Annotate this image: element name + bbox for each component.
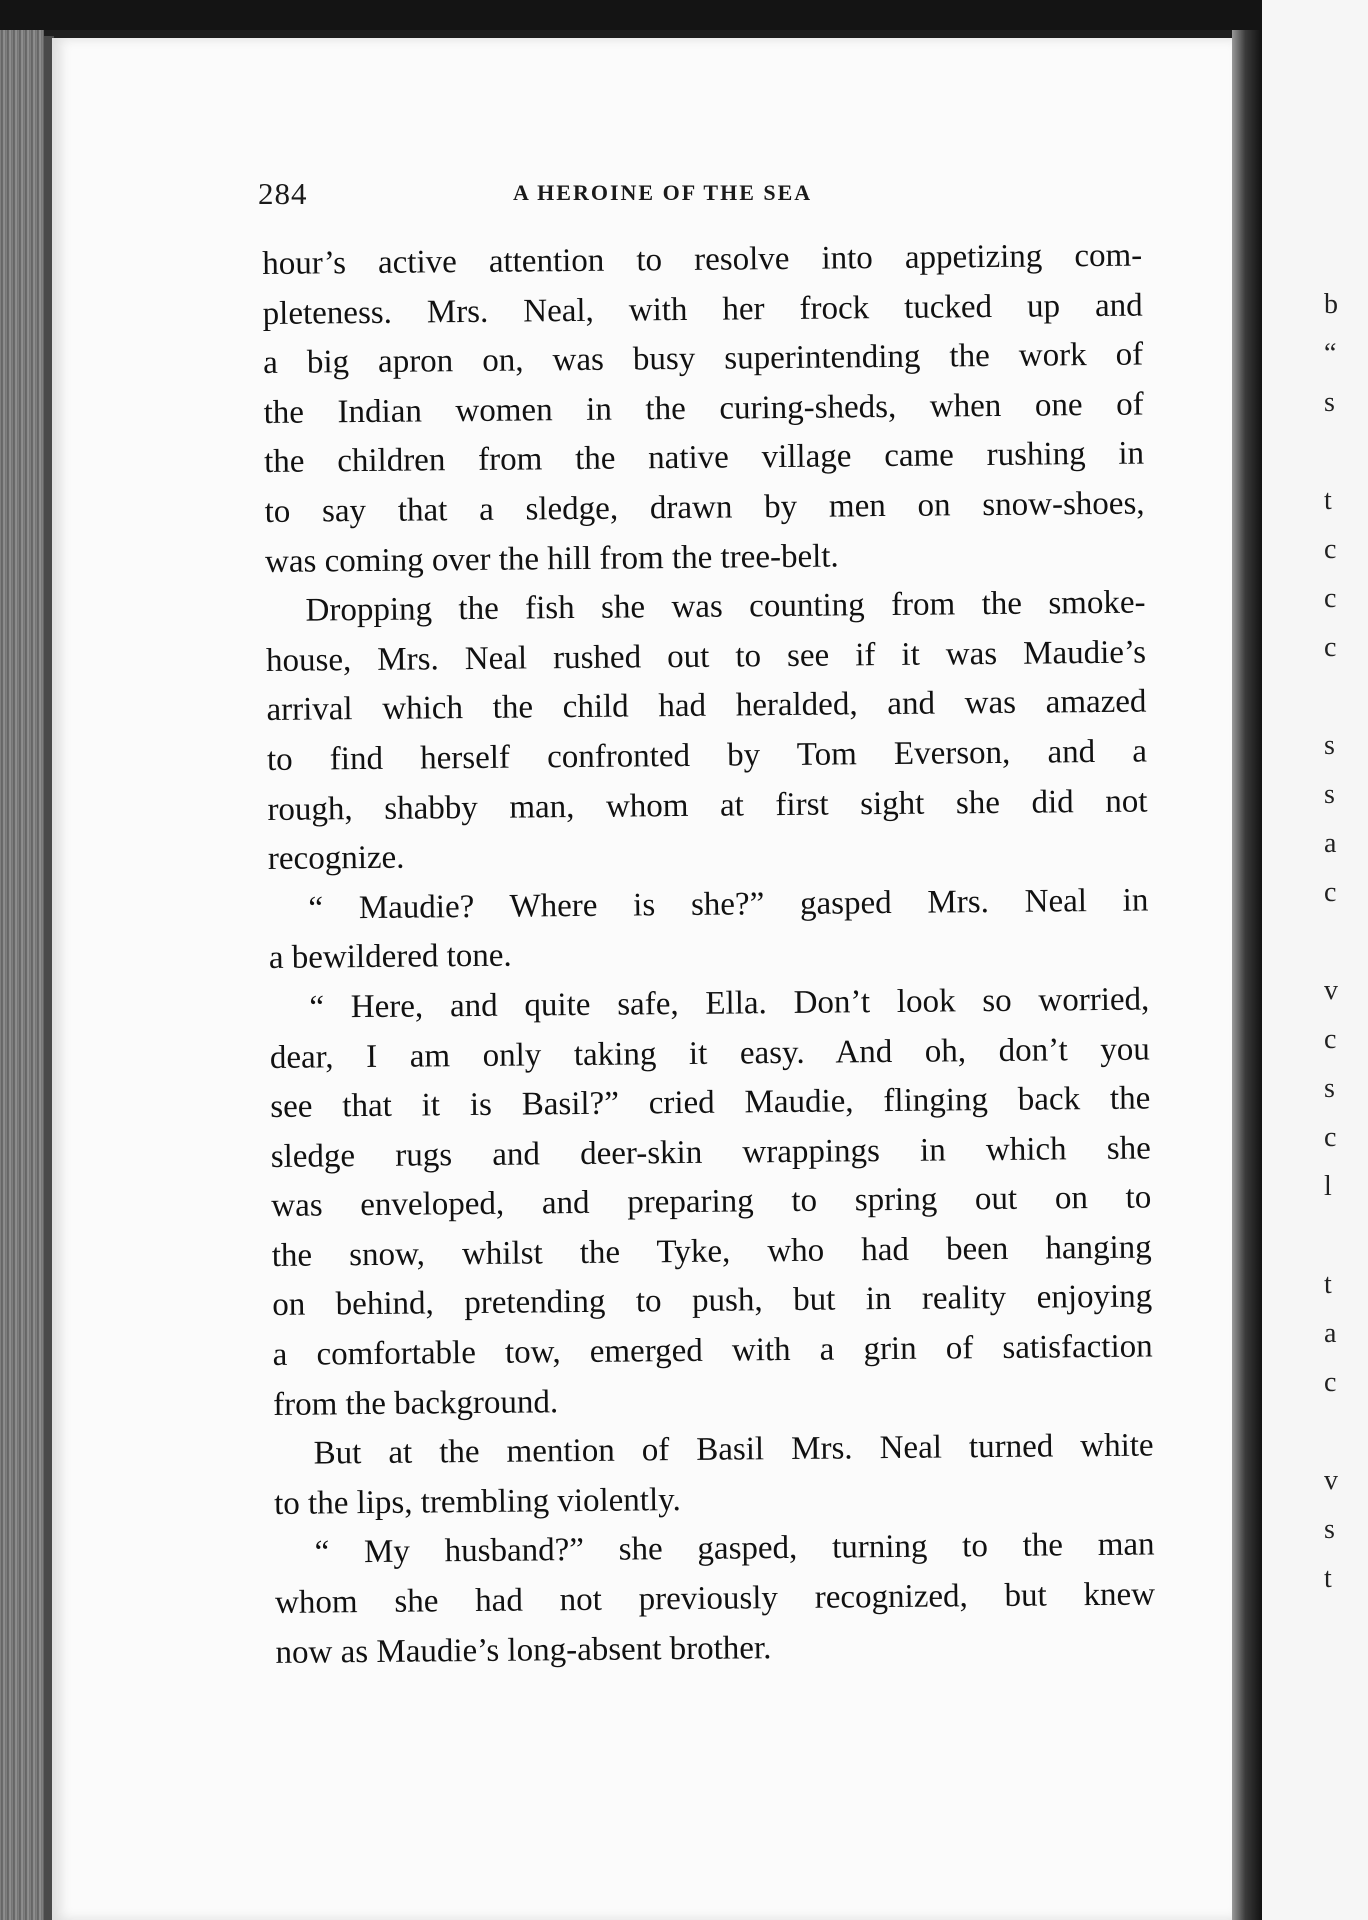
- text-line: was enveloped, and preparing to spring out on to: [271, 1179, 1152, 1225]
- text-line: “ Maudie? Where is she?” gasped Mrs. Neal in: [308, 882, 1149, 927]
- text-line: the Indian women in the curing-sheds, when one of: [263, 386, 1144, 431]
- facing-letter: t: [1324, 485, 1332, 516]
- text-line: Dropping the fish she was counting from the smoke-: [305, 584, 1146, 629]
- facing-letter: [1324, 917, 1364, 966]
- text-line: to say that a sledge, drawn by men on snow-shoes,: [264, 485, 1145, 530]
- facing-letter: a: [1324, 828, 1337, 859]
- facing-letter: c: [1324, 877, 1337, 908]
- text-line: “ Here, and quite safe, Ella. Don’t look so worried,: [309, 981, 1150, 1026]
- book-gutter: [1232, 30, 1262, 1920]
- text-line: recognize.: [267, 839, 405, 878]
- facing-letter: t: [1324, 1269, 1332, 1300]
- text-line: house, Mrs. Neal rushed out to see if it was Maudie’s: [265, 634, 1147, 679]
- text-line: sledge rugs and deer-skin wrappings in which she: [270, 1130, 1151, 1175]
- book-page-stack-edge: [0, 30, 44, 1920]
- top-scan-edge: [0, 0, 1368, 30]
- facing-letter: s: [1324, 1073, 1335, 1104]
- facing-letter: b: [1324, 289, 1338, 320]
- facing-letter: s: [1324, 387, 1335, 418]
- text-line: a comfortable tow, emerged with a grin of satisfaction: [272, 1328, 1153, 1374]
- facing-letter: [1324, 1407, 1364, 1456]
- facing-letter: “: [1324, 338, 1337, 369]
- text-line: pleteness. Mrs. Neal, with her frock tucked up and: [262, 287, 1143, 332]
- facing-letter: l: [1324, 1171, 1332, 1202]
- text-line: the snow, whilst the Tyke, who had been hanging: [271, 1229, 1152, 1274]
- running-title: A HEROINE OF THE SEA: [513, 180, 813, 205]
- text-line: the children from the native village came rushing in: [263, 435, 1145, 481]
- text-line: to find herself confronted by Tom Everson, and a: [266, 733, 1148, 778]
- text-line: a big apron on, was busy superintending the work of: [263, 336, 1144, 382]
- facing-letter: v: [1324, 975, 1338, 1006]
- text-line: to the lips, trembling violently.: [273, 1481, 681, 1522]
- text-line: “ My husband?” she gasped, turning to the man: [314, 1526, 1155, 1571]
- facing-letter: c: [1324, 534, 1337, 565]
- facing-letter: [1324, 672, 1364, 721]
- text-line: hour’s active attention to resolve into appetizing com-: [262, 237, 1143, 282]
- facing-letter: t: [1324, 1563, 1332, 1594]
- facing-letter: [1324, 1211, 1364, 1260]
- facing-letter: c: [1324, 1024, 1337, 1055]
- facing-letter: [1324, 427, 1364, 476]
- text-line: whom she had not previously recognized, but knew: [274, 1576, 1156, 1621]
- facing-letter: s: [1324, 779, 1335, 810]
- body-text: [262, 232, 1156, 1679]
- facing-letter: c: [1324, 1122, 1337, 1153]
- facing-letter: a: [1324, 1318, 1337, 1349]
- facing-letter: c: [1324, 1367, 1337, 1398]
- text-line: dear, I am only taking it easy. And oh, don’t you: [269, 1031, 1150, 1076]
- facing-letter: c: [1324, 583, 1337, 614]
- facing-page-text-fragments: [1324, 280, 1364, 1603]
- text-line: on behind, pretending to push, but in reality enjoying: [272, 1278, 1153, 1324]
- text-line: was coming over the hill from the tree-belt.: [264, 538, 839, 580]
- facing-letter: s: [1324, 730, 1335, 761]
- text-line: a bewildered tone.: [268, 937, 512, 977]
- facing-letter: v: [1324, 1465, 1338, 1496]
- text-line: from the background.: [273, 1383, 559, 1423]
- text-line: arrival which the child had heralded, and was amazed: [266, 683, 1147, 729]
- facing-letter: s: [1324, 1514, 1335, 1545]
- text-line: But at the mention of Basil Mrs. Neal turned white: [313, 1427, 1154, 1472]
- text-line: now as Maudie’s long-absent brother.: [275, 1629, 772, 1671]
- text-line: see that it is Basil?” cried Maudie, flinging back the: [270, 1080, 1151, 1126]
- text-line: rough, shabby man, whom at first sight she did not: [267, 783, 1148, 828]
- page-number: 284: [258, 176, 308, 211]
- facing-letter: c: [1324, 632, 1337, 663]
